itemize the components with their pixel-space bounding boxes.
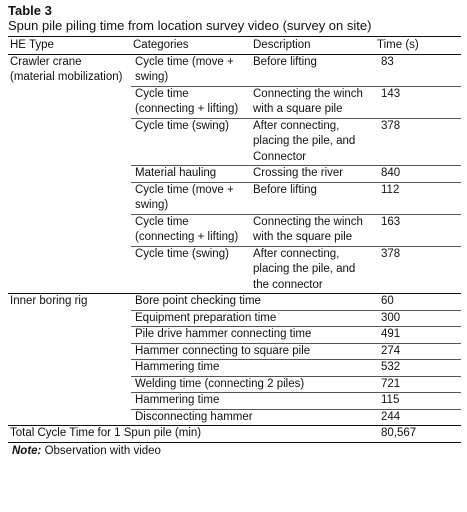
table-header: [8, 37, 461, 55]
time-cell: 378: [375, 246, 461, 294]
description-cell: Before lifting: [253, 55, 317, 68]
category-cell: Cycle time (move + swing): [135, 55, 234, 83]
category-cell: Welding time (connecting 2 piles): [131, 376, 375, 393]
category-cell: Cycle time (connecting + lifting): [131, 86, 251, 118]
time-cell: 83: [381, 55, 394, 68]
category-cell: Equipment preparation time: [131, 310, 375, 327]
time-cell: 532: [375, 360, 461, 377]
category-cell: Cycle time (swing): [131, 246, 251, 294]
he-type-cell: Inner boring rig: [8, 294, 131, 426]
header-categories: Categories: [131, 37, 251, 55]
total-label: Total Cycle Time for 1 Spun pile (min): [8, 426, 375, 443]
table-row: [8, 54, 461, 86]
description-cell: Connecting the winch with the square pile: [251, 214, 375, 246]
table-note: [8, 444, 461, 459]
time-cell: 378: [375, 118, 461, 166]
time-cell: 143: [375, 86, 461, 118]
time-cell: 112: [375, 182, 461, 214]
description-cell: After connecting, placing the pile, and Connector: [251, 118, 375, 166]
table-label: Table 3: [8, 3, 52, 18]
time-cell: 840: [375, 166, 461, 183]
description-cell: Crossing the river: [251, 166, 375, 183]
time-cell: 115: [375, 393, 461, 410]
category-cell: Hammer connecting to square pile: [131, 343, 375, 360]
category-cell: Cycle time (swing): [131, 118, 251, 166]
total-value: 80,567: [375, 426, 461, 443]
category-cell: Material hauling: [131, 166, 251, 183]
category-cell: Cycle time (move + swing): [131, 182, 251, 214]
category-cell: Cycle time (connecting + lifting): [131, 214, 251, 246]
time-cell: 163: [375, 214, 461, 246]
category-cell: Bore point checking time: [131, 294, 375, 311]
time-cell: 721: [375, 376, 461, 393]
header-description: Description: [251, 37, 375, 55]
category-cell: Hammering time: [131, 360, 375, 377]
header-time: Time (s): [375, 37, 461, 55]
description-cell: Before lifting: [251, 182, 375, 214]
category-cell: Pile drive hammer connecting time: [131, 327, 375, 344]
description-cell: After connecting, placing the pile, and the connector: [251, 246, 375, 294]
time-cell: 300: [375, 310, 461, 327]
piling-time-table: [8, 36, 461, 443]
time-cell: 244: [375, 409, 461, 426]
he-type-cell: Crawler crane (material mobilization): [10, 55, 123, 83]
time-cell: 274: [375, 343, 461, 360]
header-he-type: HE Type: [8, 37, 131, 55]
description-cell: Connecting the winch with a square pile: [251, 86, 375, 118]
table-title: Spun pile piling time from location survey video (survey on site): [8, 18, 372, 33]
total-row: [8, 426, 461, 443]
time-cell: 60: [375, 294, 461, 311]
note-label: Note:: [12, 444, 42, 457]
table-body: [8, 54, 461, 442]
time-cell: 491: [375, 327, 461, 344]
note-text: Observation with video: [44, 444, 161, 457]
table-container: [8, 3, 461, 459]
table-row: [8, 294, 461, 311]
category-cell: Disconnecting hammer: [131, 409, 375, 426]
header-row: [8, 37, 461, 55]
category-cell: Hammering time: [131, 393, 375, 410]
